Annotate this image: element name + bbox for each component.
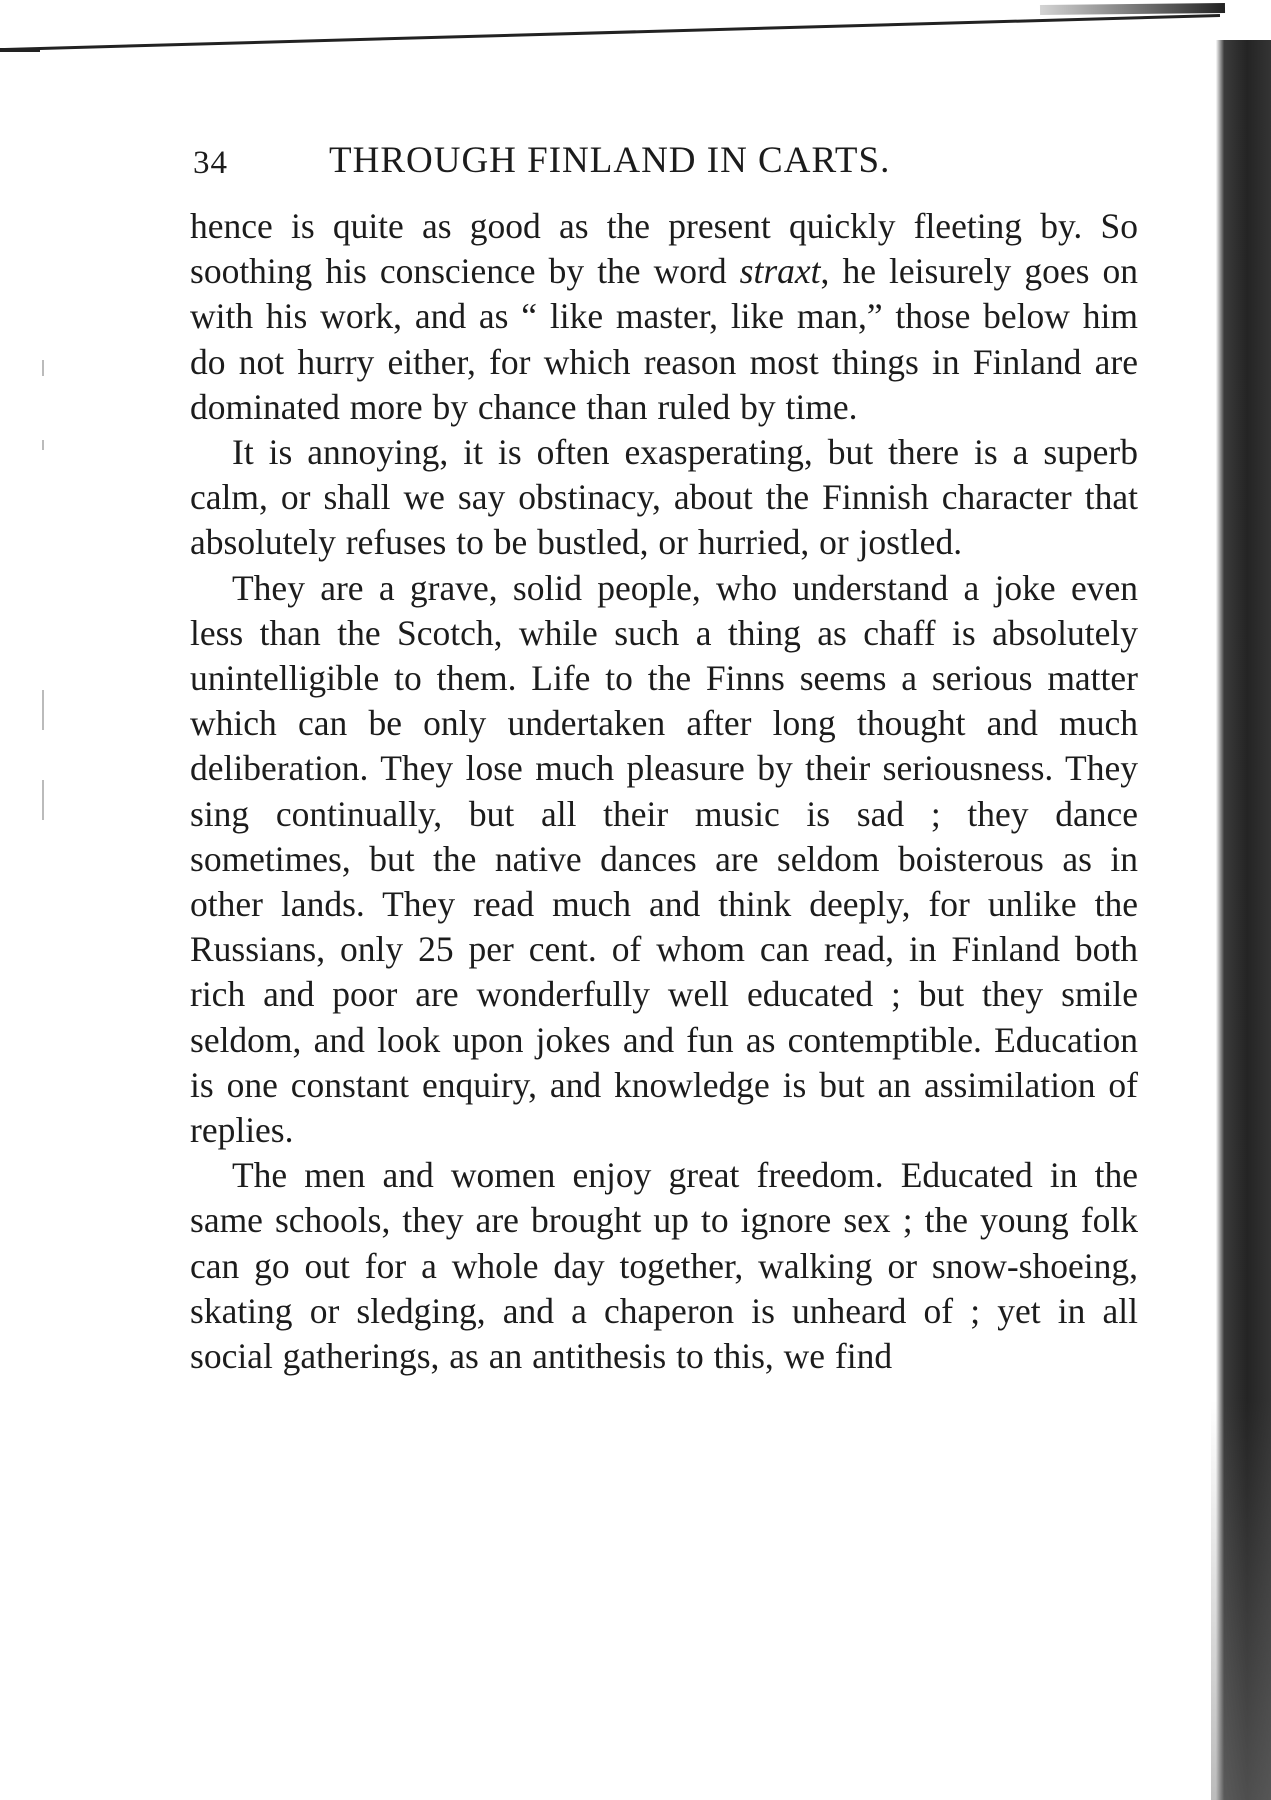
page-header bbox=[193, 138, 1193, 184]
paragraph-4: The men and women enjoy great freedom. Educated in the same schools, they are brought up to ignore sex ; the young folk can go out for a whole day together, walking or snow-shoeing, skating or sledging, and a chaperon is unheard of ; yet in all social gatherings, as an antithesis to this, we find bbox=[190, 1155, 1138, 1377]
paragraph-1-italic-word: straxt bbox=[739, 251, 821, 292]
paragraph-3: They are a grave, solid people, who understand a joke even less than the Scotch, while such a thing as chaff is absolutely unintelligible to them. Life to the Finns seems a serious matter which can be only undertaken after long thought and much deliberation. They lose much pleasure by their seriousness. They sing continually, but all their music is sad ; they dance sometimes, but the native dances are seldom boisterous as in other lands. They read much and think deeply, for unlike the Russians, only 25 per cent. of whom can read, in Finland both rich and poor are wonderfully well educated ; but they smile seldom, and look upon jokes and fun as contemptible. Education is one constant enquiry, and knowledge is but an assimilation of replies. bbox=[190, 567, 1138, 1151]
paragraph-1-text-continued: , he leisurely goes on with his work, and as “ like master, like man,” those below him do not hurry either, for which reason most things in Finland are dominated more by chance than ruled by time. bbox=[190, 251, 1138, 427]
page-edge-shadow bbox=[1040, 3, 1225, 15]
scan-speck bbox=[42, 440, 44, 450]
paragraph-2: It is annoying, it is often exasperating, but there is a superb calm, or shall we say obstinacy, about the Finnish character that absolutely refuses to be bustled, or hurried, or jostled. bbox=[190, 432, 1138, 563]
paragraph-1 bbox=[190, 204, 1138, 430]
scan-speck bbox=[42, 780, 44, 820]
running-title: THROUGH FINLAND IN CARTS. bbox=[329, 140, 891, 181]
body-text bbox=[190, 204, 1138, 1379]
scan-speck bbox=[42, 690, 44, 730]
page-edge-mark bbox=[0, 48, 40, 52]
page-top-rule bbox=[0, 14, 1220, 51]
page-number: 34 bbox=[193, 145, 228, 181]
book-spine-fade bbox=[1211, 1400, 1271, 1800]
scan-speck bbox=[42, 360, 44, 376]
paragraph-1-text: hence is quite as good as the present quickly fleeting by. So soothing his conscience by the word bbox=[190, 206, 1138, 292]
